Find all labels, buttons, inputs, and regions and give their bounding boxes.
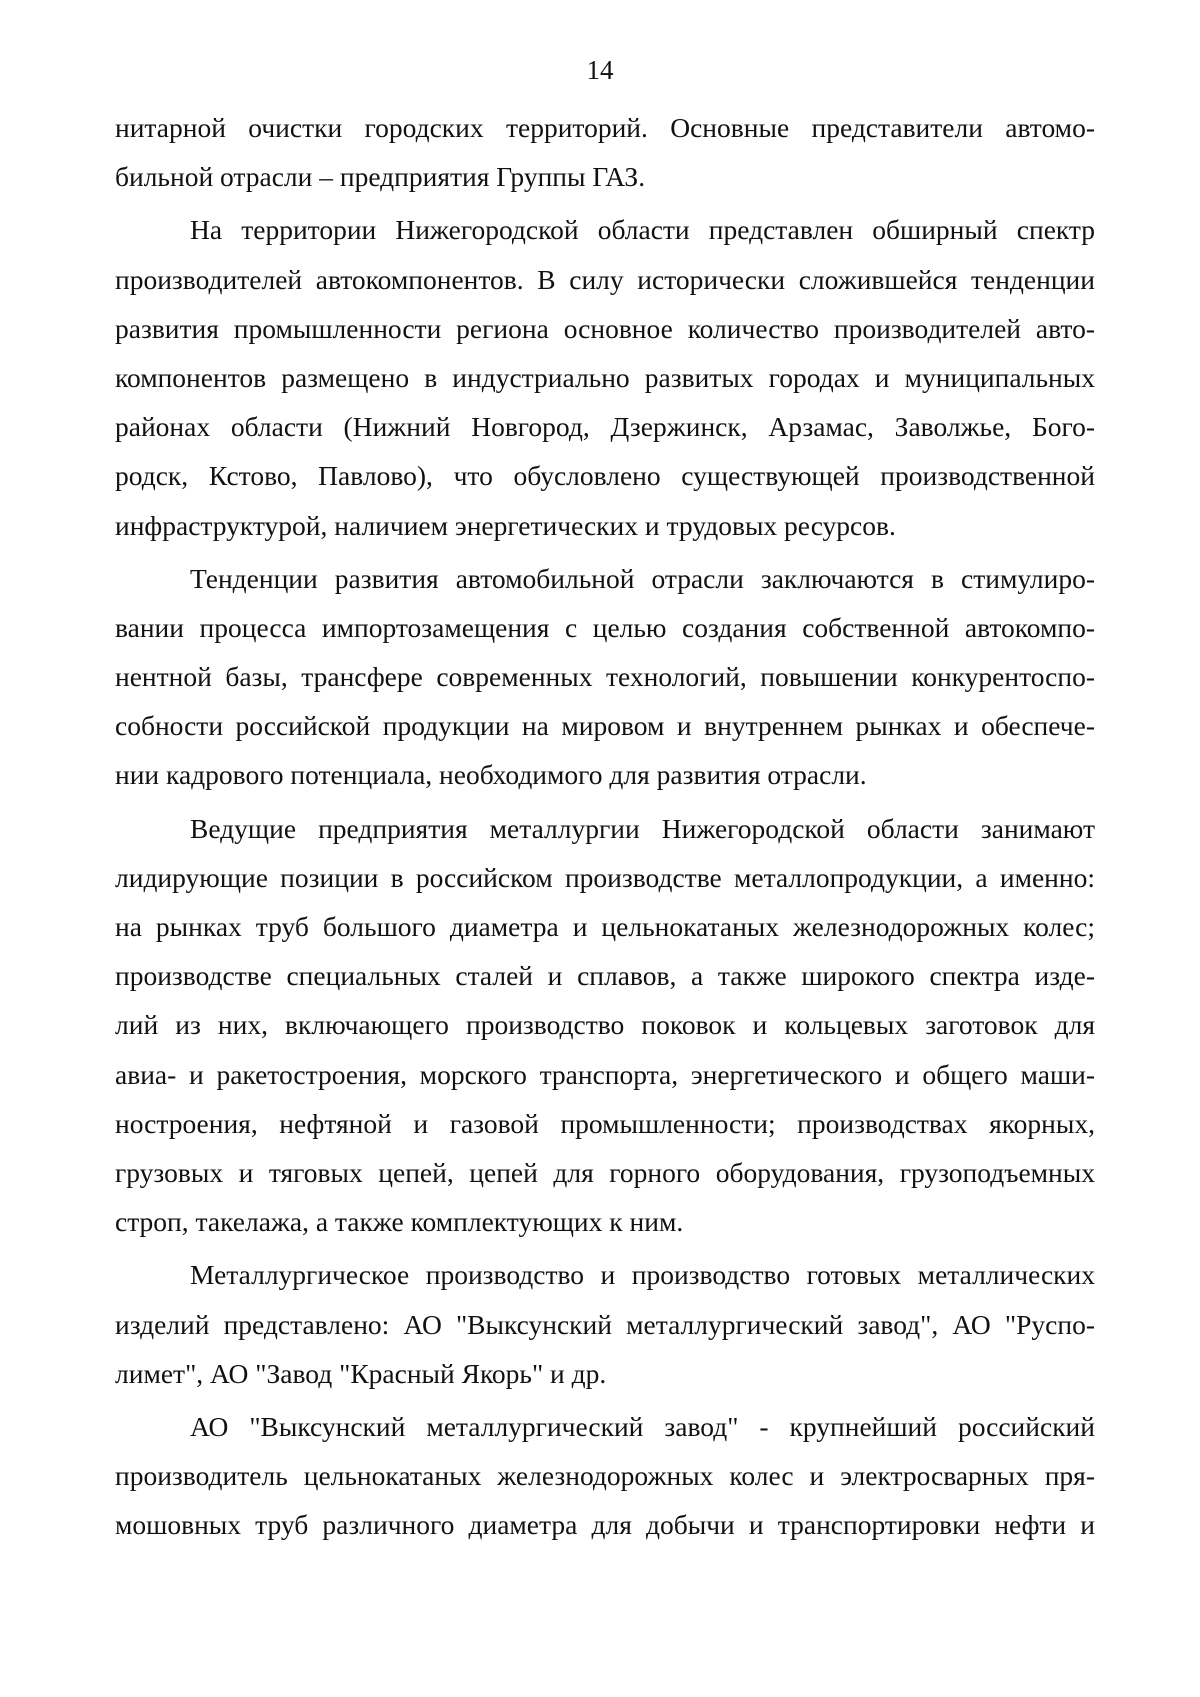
paragraph-first-line: Металлургическое производство и производство готовых металлических — [190, 1259, 1095, 1291]
paragraph-first-line: Тенденции развития автомобильной отрасли заключаются в стимулиро- — [190, 562, 1095, 594]
paragraph-first-line: АО "Выксунский металлургический завод" - крупнейший российский — [190, 1410, 1095, 1442]
text-line: нентной базы, трансфере современных технологий, повышении конкурентоспо- — [115, 661, 1095, 693]
text-line: производитель цельнокатаных железнодорожных колес и электросварных пря- — [115, 1460, 1095, 1492]
text-line: инфраструктурой, наличием энергетических и трудовых ресурсов. — [115, 509, 896, 541]
text-line: районах области (Нижний Новгород, Дзержинск, Арзамас, Заволжье, Бого- — [115, 411, 1095, 443]
text-line: на рынках труб большого диаметра и цельнокатаных железнодорожных колес; — [115, 911, 1095, 942]
text-line: производстве специальных сталей и сплавов, а также широкого спектра изде- — [115, 960, 1095, 992]
text-line: компонентов размещено в индустриально развитых городах и муниципальных — [115, 361, 1095, 393]
text-line: собности российской продукции на мировом и внутреннем рынках и обеспече- — [115, 710, 1095, 742]
page-number: 14 — [586, 55, 614, 85]
text-line: вании процесса импортозамещения с целью создания собственной автокомпо- — [115, 611, 1095, 643]
text-line: родск, Кстово, Павлово), что обусловлено существующей производственной — [115, 460, 1095, 492]
text-line: производителей автокомпонентов. В силу исторически сложившейся тенденции — [115, 263, 1095, 295]
text-line: нии кадрового потенциала, необходимого для развития отрасли. — [115, 759, 867, 791]
text-line: нитарной очистки городских территорий. Основные представители автомо- — [115, 112, 1095, 143]
paragraph-first-line: На территории Нижегородской области представлен обширный спектр — [190, 214, 1095, 246]
text-line: строп, такелажа, а также комплектующих к ним. — [115, 1206, 684, 1238]
body-text — [115, 103, 1095, 1549]
text-line: ностроения, нефтяной и газовой промышленности; производствах якорных, — [115, 1107, 1095, 1139]
text-line: лидирующие позиции в российском производстве металлопродукции, а именно: — [115, 861, 1095, 893]
text-line: изделий представлено: АО "Выксунский металлургический завод", АО "Руспо- — [115, 1308, 1095, 1340]
text-line: лимет", АО "Завод "Красный Якорь" и др. — [115, 1357, 607, 1389]
text-line: авиа- и ракетостроения, морского транспорта, энергетического и общего маши- — [115, 1058, 1095, 1090]
paragraph-first-line: Ведущие предприятия металлургии Нижегородской области занимают — [190, 812, 1095, 844]
text-line: лий из них, включающего производство поковок и кольцевых заготовок для — [115, 1009, 1095, 1041]
text-line: развития промышленности региона основное количество производителей авто- — [115, 312, 1095, 344]
text-line: мошовных труб различного диаметра для добычи и транспортировки нефти и — [115, 1509, 1095, 1541]
text-line: грузовых и тяговых цепей, цепей для горного оборудования, грузоподъемных — [115, 1156, 1095, 1188]
text-line: бильной отрасли – предприятия Группы ГАЗ. — [115, 161, 646, 193]
